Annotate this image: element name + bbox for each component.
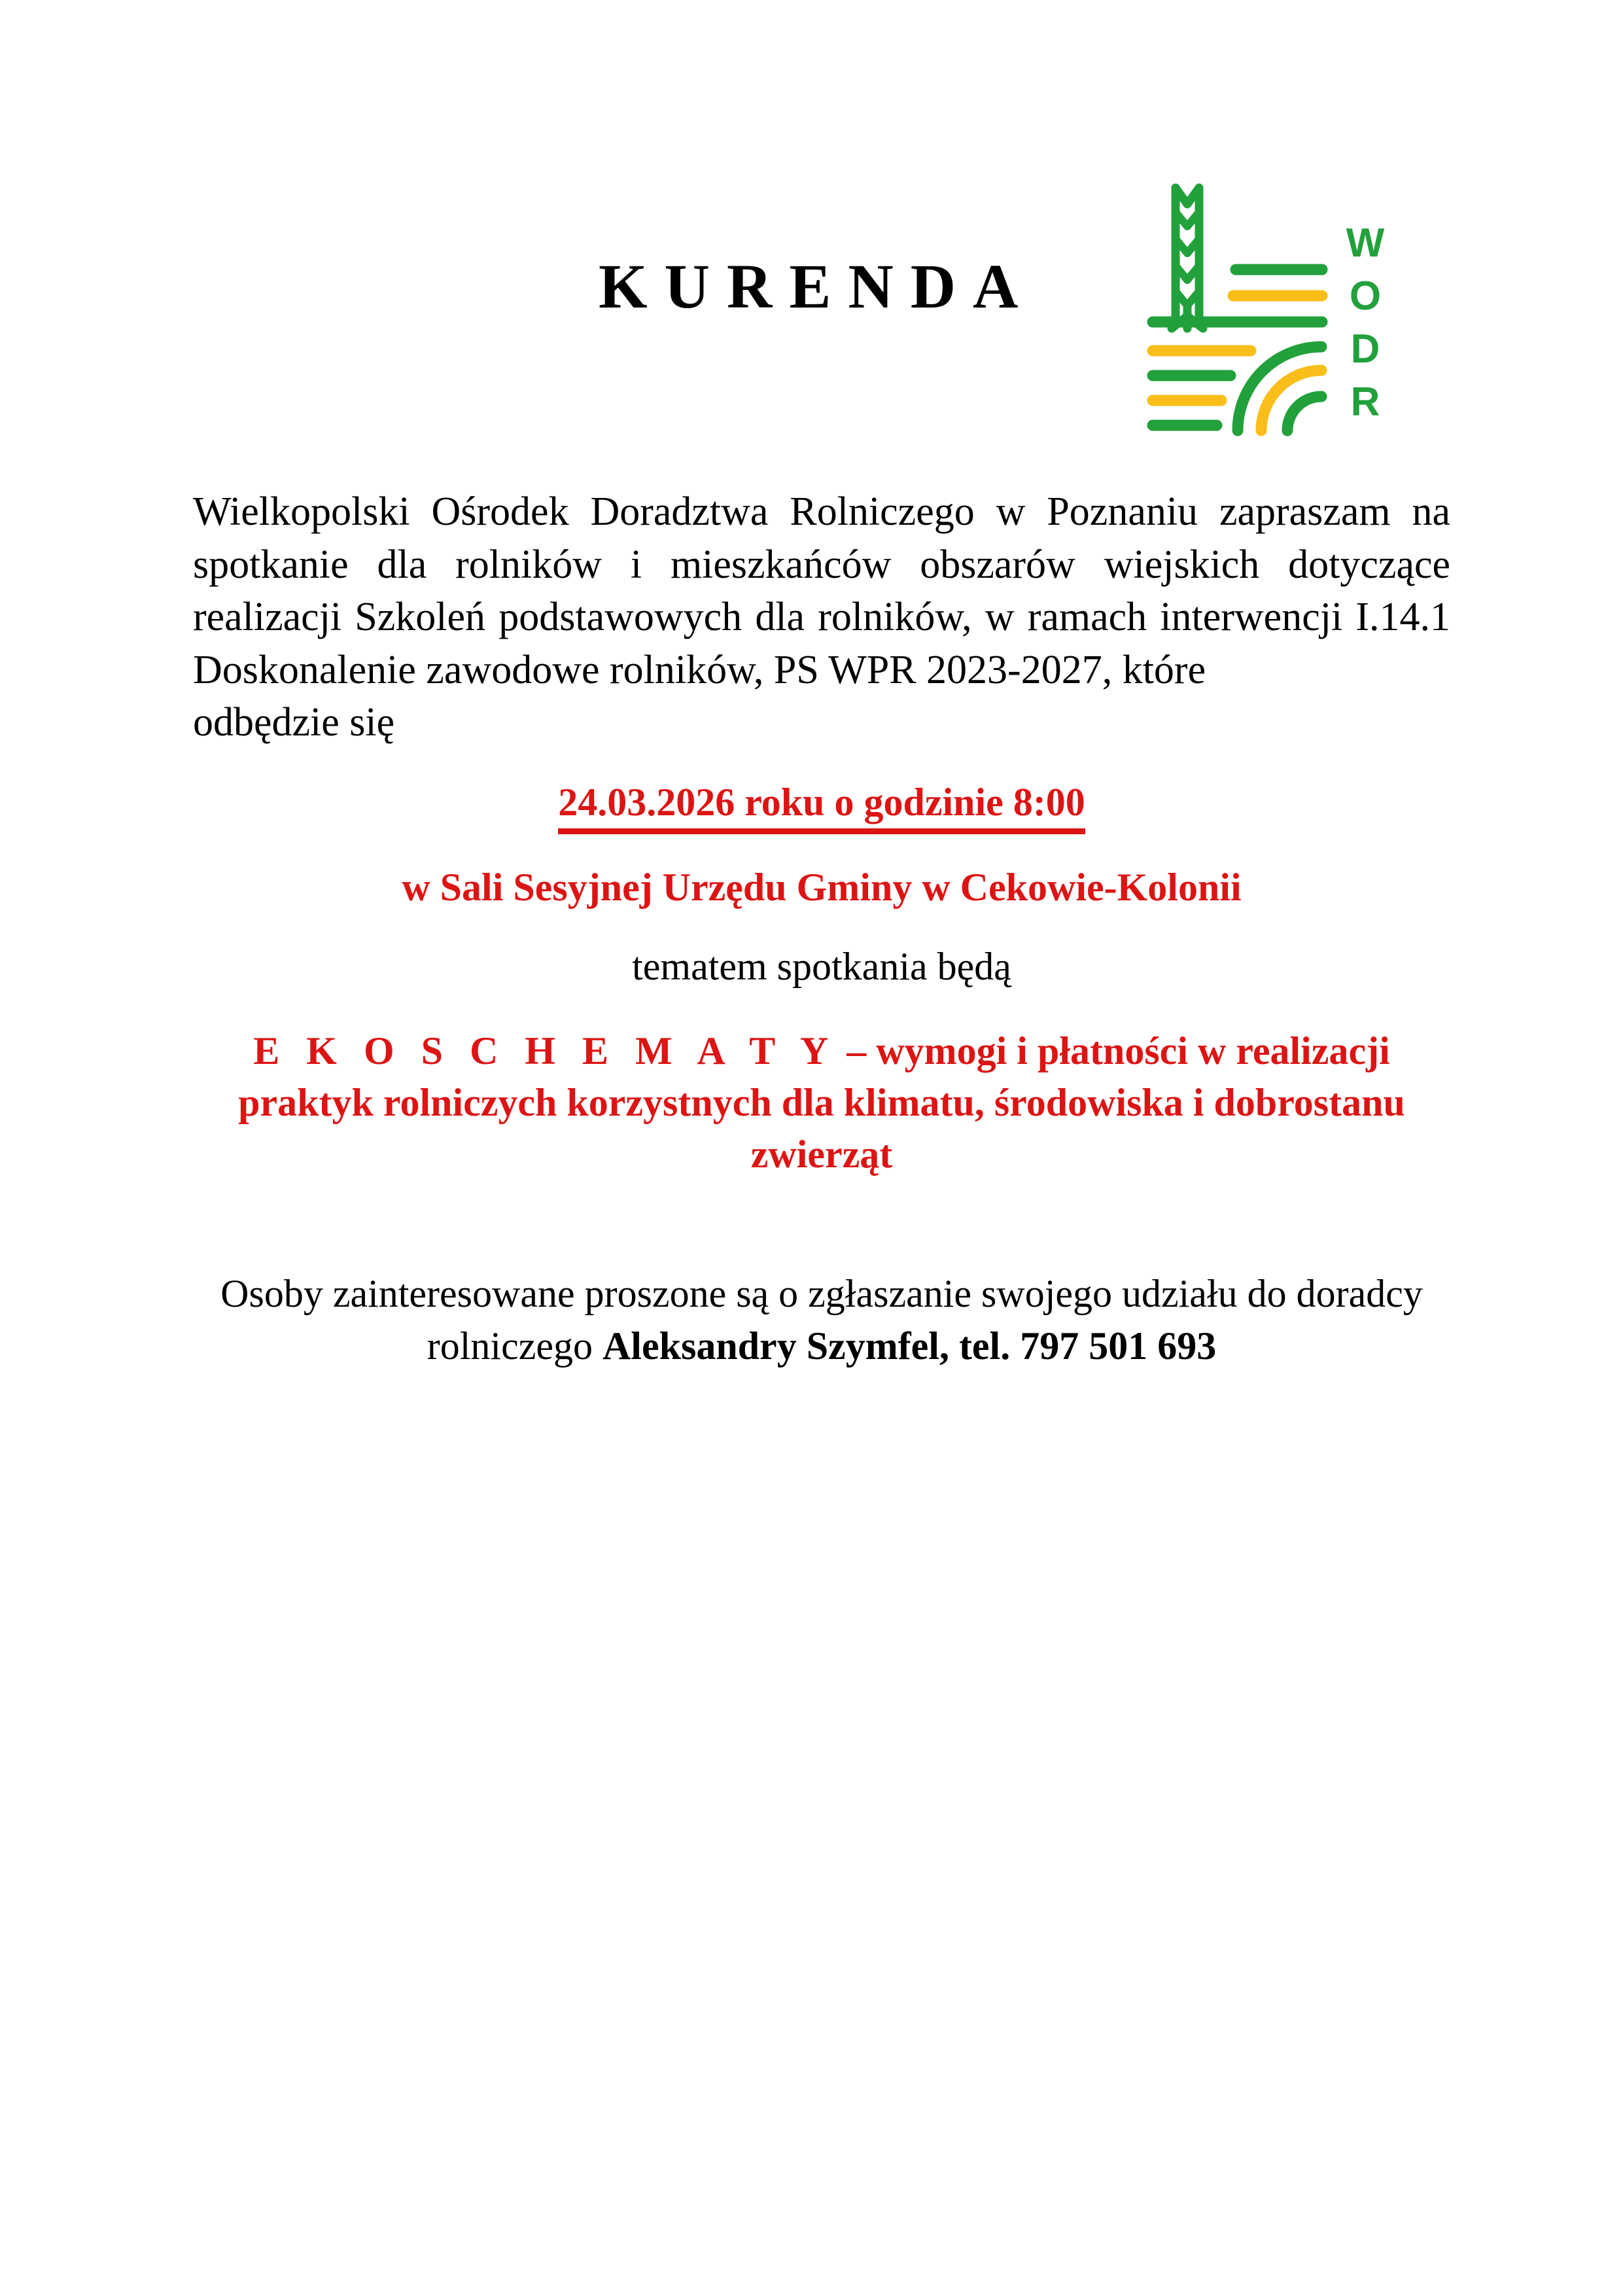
document-body (193, 486, 1450, 1372)
wodr-letter-d: D (1350, 327, 1380, 372)
event-venue-line: w Sali Sesyjnej Urzędu Gminy w Cekowie-Kolonii (402, 865, 1242, 909)
topic-heading (193, 1025, 1450, 1181)
wodr-letter-o: O (1349, 274, 1382, 319)
intro-paragraph-last-line: odbędzie się (193, 700, 395, 745)
wodr-letter-w: W (1346, 221, 1385, 266)
contact-intro-text: Osoby zainteresowane proszone są o zgłaszanie swojego udziału do doradcy rolniczego (220, 1271, 1423, 1368)
page-title: KURENDA (599, 251, 1036, 321)
intro-paragraph (193, 486, 1450, 749)
event-date-text: 24.03.2026 roku o godzinie 8:00 (558, 778, 1085, 834)
wheat-icon (1172, 188, 1203, 328)
contact-person-text: Aleksandry Szymfel, tel. 797 501 693 (602, 1324, 1217, 1368)
document-header (193, 150, 1449, 438)
arc-green-inner (1287, 397, 1321, 431)
intro-paragraph-text: Wielkopolski Ośrodek Doradztwa Rolniczego w Poznaniu zapraszam na spotkanie dla rolników i mieszkańców obszarów wiejskich dotyczące realizacji Szkoleń podstawowych dla rolników, w ramach interwencji I.14.1 Doskonalenie zawodowe rolników, PS WPR 2023-2027, które (193, 489, 1450, 692)
wodr-lettering (1346, 221, 1385, 425)
topic-heading-description: – wymogi i płatności w realizacji praktyk rolniczych korzystnych dla klimatu, środowiska i dobrostanu zwierząt (238, 1029, 1405, 1176)
topic-heading-keyword: E K O S C H E M A T Y (253, 1029, 837, 1072)
wodr-logo-graphic (1102, 157, 1403, 438)
wodr-letter-r: R (1350, 380, 1380, 425)
topic-lead-in: tematem spotkania będą (632, 944, 1011, 988)
wodr-logo (1102, 157, 1403, 438)
event-date-line (193, 778, 1450, 834)
contact-line (193, 1267, 1450, 1373)
